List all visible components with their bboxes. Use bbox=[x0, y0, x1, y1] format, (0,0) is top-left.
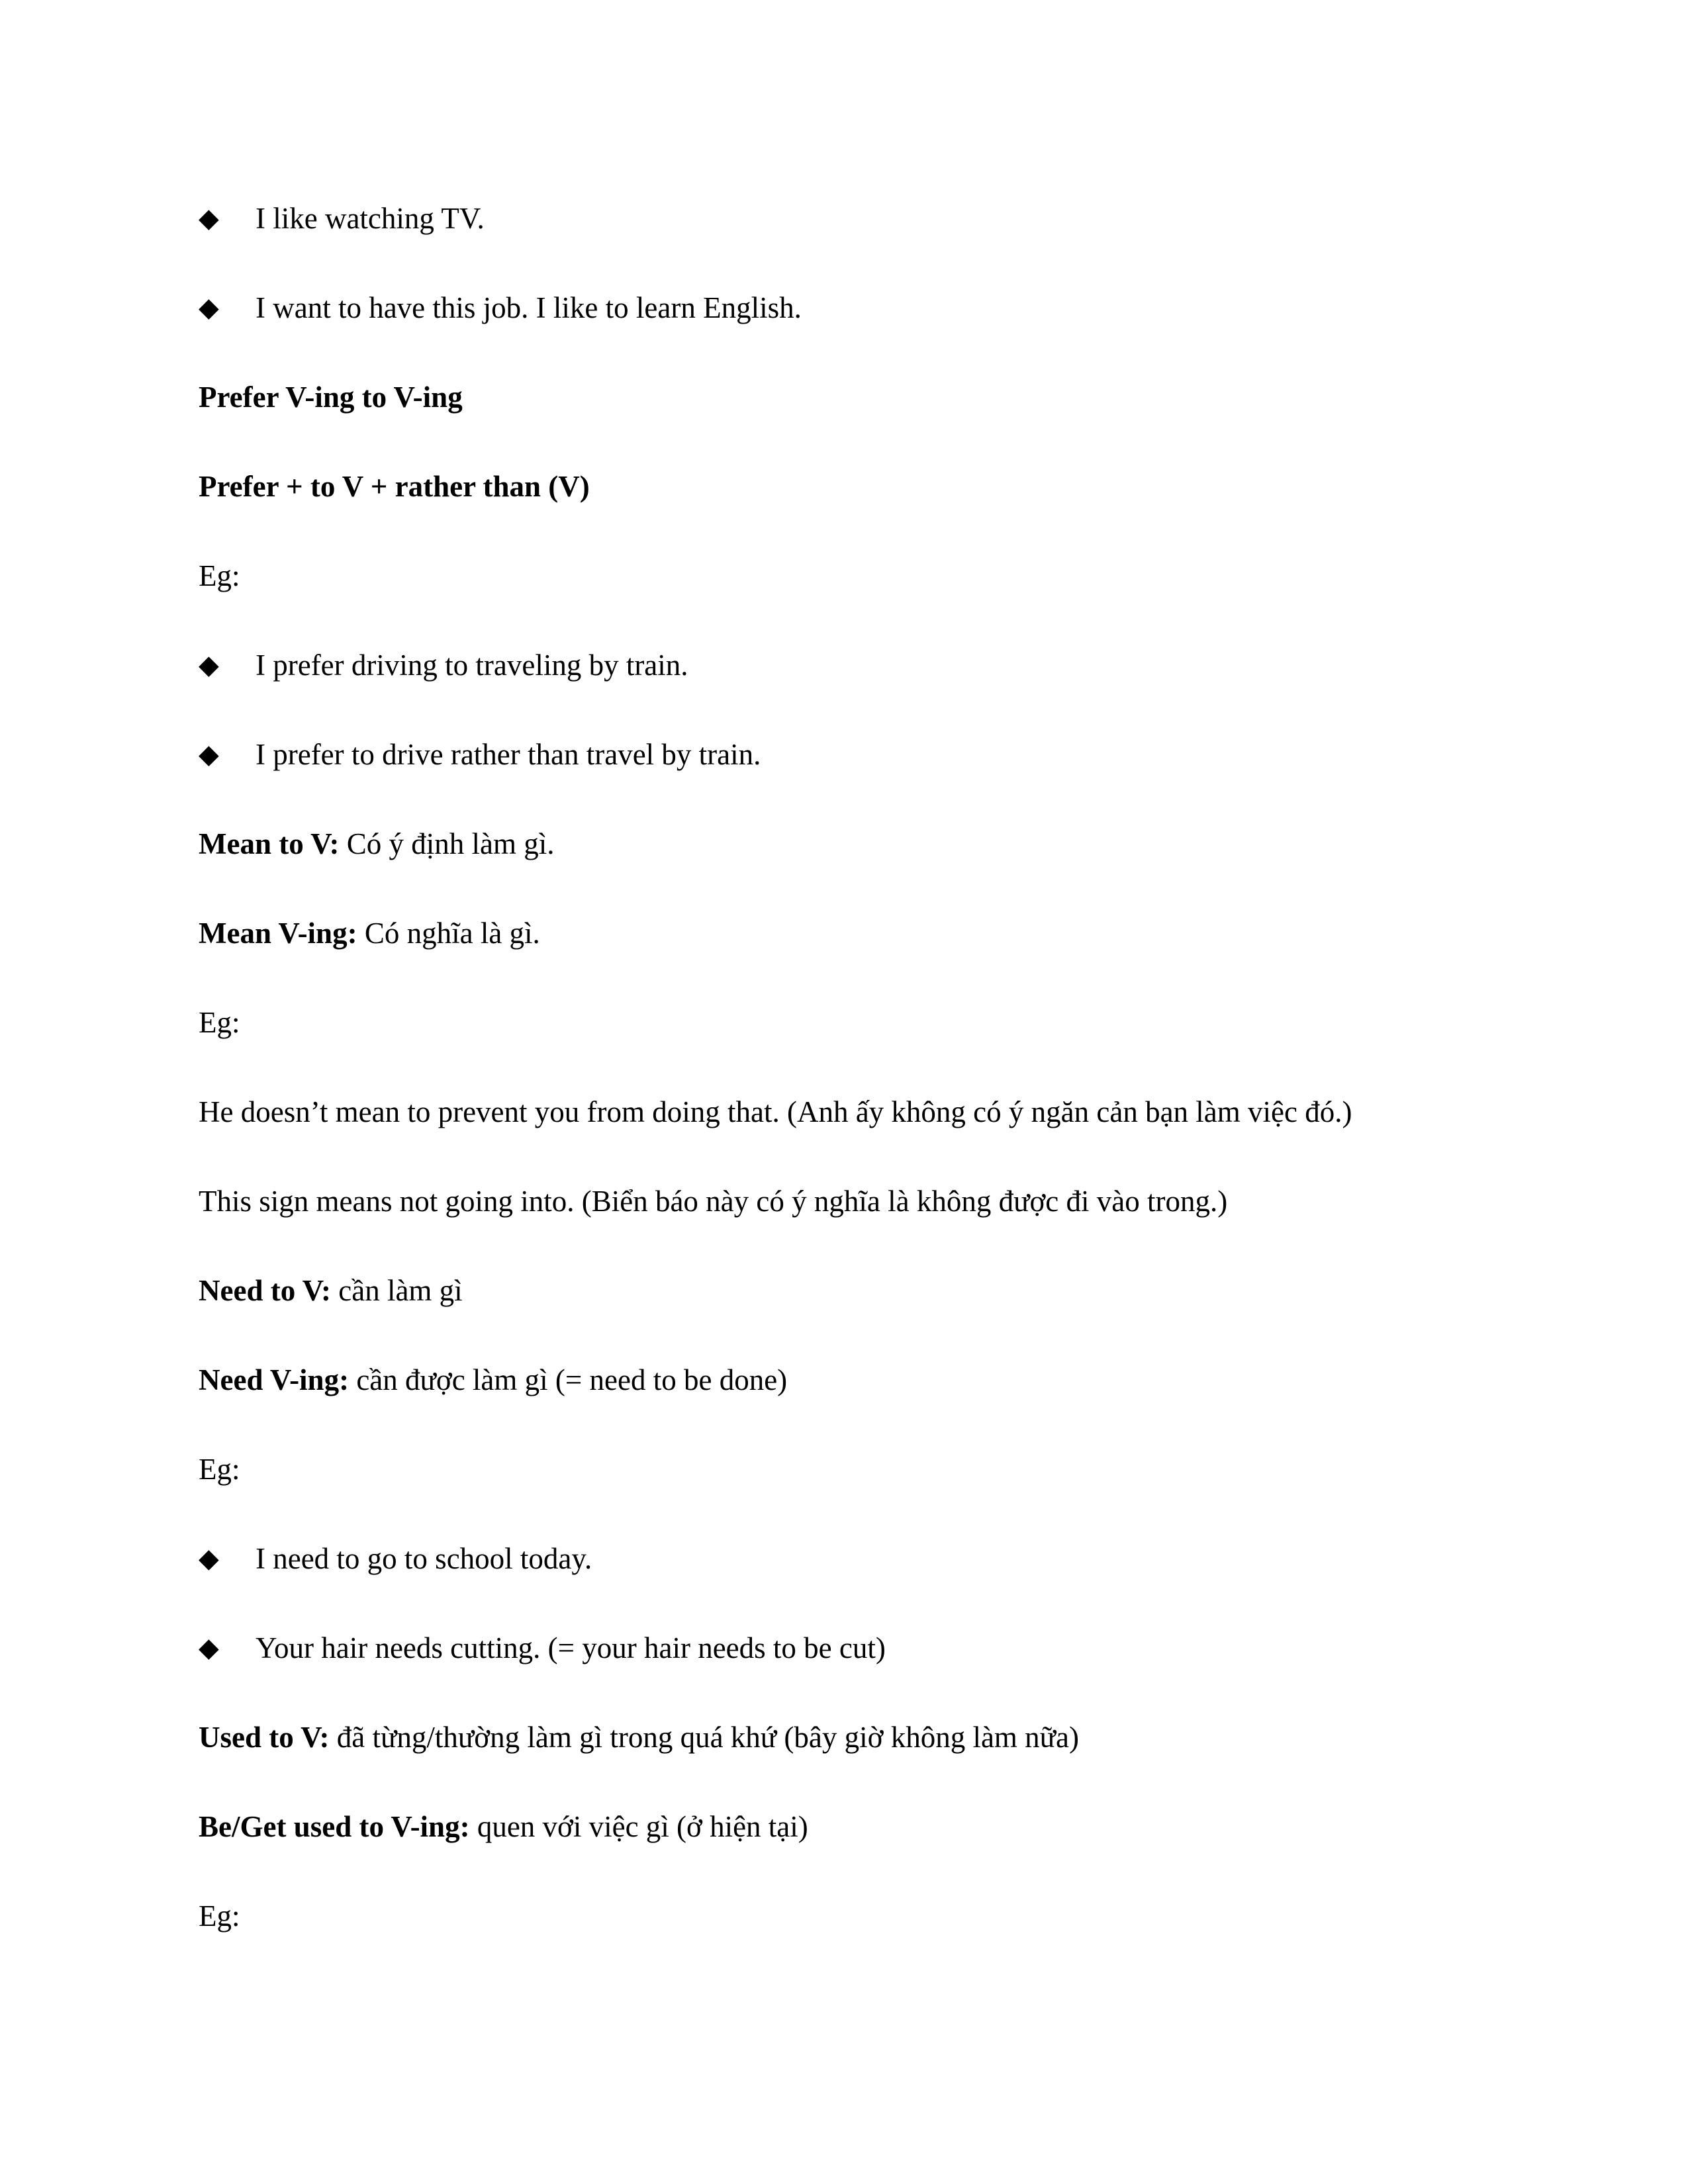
example-sentence bbox=[199, 1091, 1352, 1133]
example-label bbox=[199, 1448, 240, 1490]
diamond-bullet-icon: ◆ bbox=[199, 203, 219, 233]
example-label bbox=[199, 1895, 240, 1937]
definition-text: Có nghĩa là gì. bbox=[357, 917, 540, 950]
definition-text: cần được làm gì (= need to be done) bbox=[349, 1363, 788, 1396]
line-text: I like watching TV. bbox=[256, 202, 485, 235]
definition-line bbox=[199, 1716, 1079, 1758]
line-text: Eg: bbox=[199, 1453, 240, 1486]
heading-line bbox=[199, 465, 590, 508]
line-text: Eg: bbox=[199, 1006, 240, 1039]
definition-text: Có ý định làm gì. bbox=[339, 827, 555, 860]
definition-line bbox=[199, 1269, 463, 1312]
definition-line bbox=[199, 1359, 787, 1401]
bullet-line bbox=[199, 287, 802, 329]
line-text: I need to go to school today. bbox=[256, 1542, 592, 1575]
definition-term: Mean V-ing: bbox=[199, 917, 357, 950]
definition-term: Mean to V: bbox=[199, 827, 340, 860]
diamond-bullet-icon: ◆ bbox=[199, 293, 219, 322]
heading-text: Prefer V-ing to V-ing bbox=[199, 381, 463, 414]
diamond-bullet-icon: ◆ bbox=[199, 1633, 219, 1662]
example-sentence bbox=[199, 1180, 1227, 1222]
bullet-line bbox=[199, 644, 688, 686]
definition-term: Be/Get used to V-ing: bbox=[199, 1810, 470, 1843]
line-text: Eg: bbox=[199, 1899, 240, 1933]
definition-text: quen với việc gì (ở hiện tại) bbox=[469, 1810, 808, 1843]
line-text: I prefer driving to traveling by train. bbox=[256, 649, 688, 682]
definition-term: Need V-ing: bbox=[199, 1363, 350, 1396]
example-label bbox=[199, 1001, 240, 1044]
bullet-line bbox=[199, 1537, 592, 1580]
line-text: Eg: bbox=[199, 559, 240, 592]
definition-line bbox=[199, 823, 555, 865]
definition-term: Used to V: bbox=[199, 1721, 330, 1754]
definition-line bbox=[199, 912, 540, 954]
definition-line bbox=[199, 1805, 808, 1848]
definition-text: cần làm gì bbox=[331, 1274, 463, 1307]
example-label bbox=[199, 555, 240, 597]
heading-line bbox=[199, 376, 463, 418]
heading-text: Prefer + to V + rather than (V) bbox=[199, 470, 590, 503]
bullet-line bbox=[199, 197, 485, 240]
diamond-bullet-icon: ◆ bbox=[199, 739, 219, 769]
diamond-bullet-icon: ◆ bbox=[199, 1543, 219, 1573]
diamond-bullet-icon: ◆ bbox=[199, 650, 219, 680]
bullet-line bbox=[199, 1627, 886, 1669]
line-text: This sign means not going into. (Biển báo này có ý nghĩa là không được đi vào trong.) bbox=[199, 1185, 1228, 1218]
line-text: Your hair needs cutting. (= your hair needs to be cut) bbox=[256, 1631, 886, 1664]
line-text: I want to have this job. I like to learn English. bbox=[256, 291, 802, 324]
definition-term: Need to V: bbox=[199, 1274, 331, 1307]
definition-text: đã từng/thường làm gì trong quá khứ (bây giờ không làm nữa) bbox=[329, 1721, 1080, 1754]
bullet-line bbox=[199, 733, 761, 776]
line-text: I prefer to drive rather than travel by train. bbox=[256, 738, 761, 771]
line-text: He doesn’t mean to prevent you from doing that. (Anh ấy không có ý ngăn cản bạn làm việc đó.) bbox=[199, 1095, 1352, 1128]
